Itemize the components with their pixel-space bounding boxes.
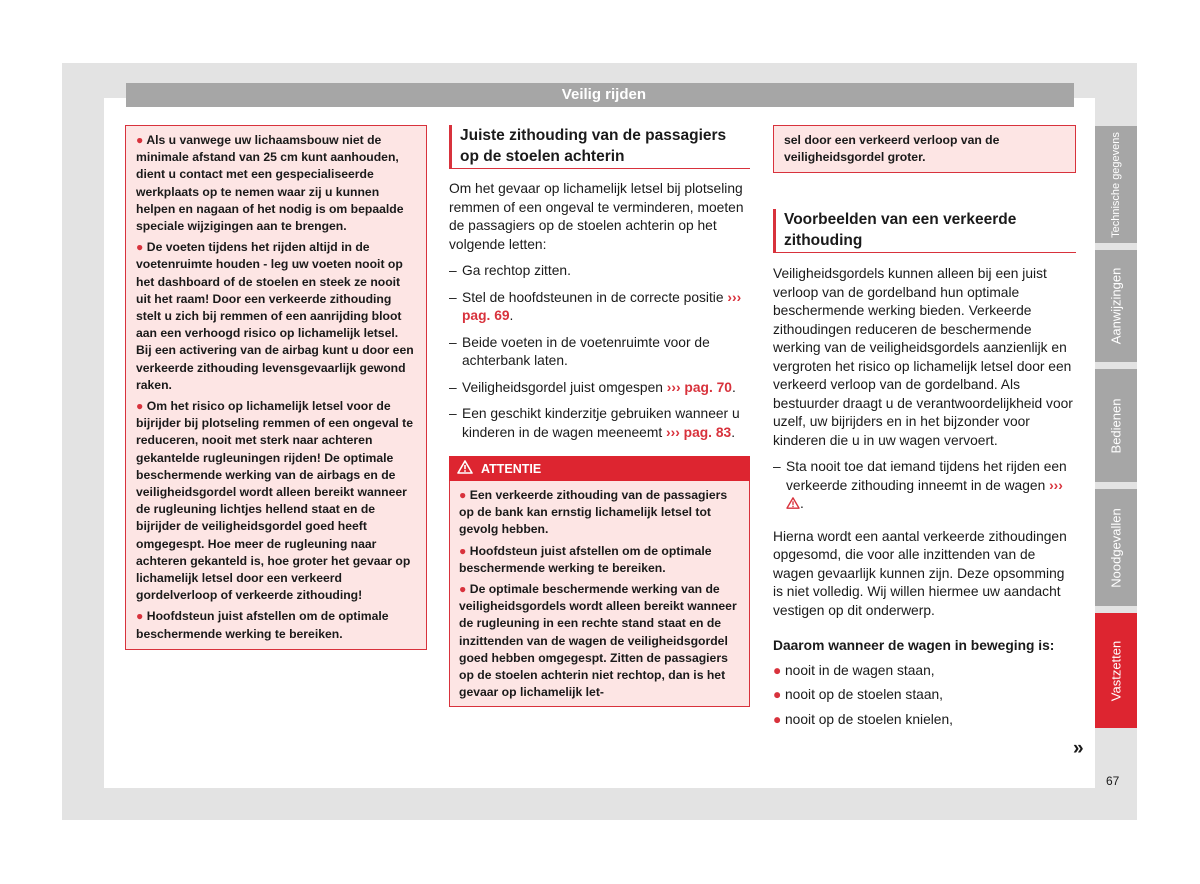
- bullet-icon: ●: [136, 133, 144, 147]
- page-reference-link[interactable]: ››› pag. 83: [666, 424, 732, 440]
- bullet-icon: ●: [459, 488, 467, 502]
- bullet-icon: ●: [773, 711, 782, 727]
- page-reference-link[interactable]: ››› pag. 69: [462, 289, 742, 323]
- warning-continuation: sel door een verkeerd verloop van de veiligheidsgordel groter.: [784, 133, 1000, 165]
- section-title: Veilig rijden: [561, 86, 646, 103]
- page-number: 67: [1106, 774, 1120, 788]
- bullet-icon: ●: [136, 399, 144, 414]
- attentie-item: ● Hoofdsteun juist afstellen om de optimale beschermende werking te bereiken.: [459, 543, 712, 575]
- warning-item: ● Als u vanwege uw lichaamsbouw niet de minimale afstand van 25 cm kunt aanhouden, dient u contact met een gespecialiseerde werkplaats op te nemen waar zij u kunnen helpen en nagaan of het nodig is om bepaalde speciale wijzigingen aan te brengen.: [136, 133, 404, 234]
- attentie-item: ● De optimale beschermende werking van de veiligheidsgordels wordt alleen bereikt wanneer de rugleuning in een rechte stand staat en de inzittenden van de wagen de veiligheidsgordel goed hebben omgegespt. Zitten de passagiers op de stoelen achterin niet rechtop, dan is het gevaar op lichamelijk let-: [459, 582, 737, 700]
- attentie-header: [449, 456, 750, 481]
- tab-aanwijzingen[interactable]: Aanwijzingen: [1095, 250, 1137, 362]
- bullet-icon: ●: [136, 609, 144, 624]
- step-item: – Stel de hoofdsteunen in de correcte positie ››› pag. 69.: [449, 289, 742, 323]
- intro-paragraph: Om het gevaar op lichamelijk letsel bij plotseling remmen of een ongeval te verminderen, moeten de passagiers op de stoelen achterin op het volgende letten:: [449, 181, 744, 252]
- page-reference-link[interactable]: ››› pag. 70: [666, 379, 732, 395]
- step-item: – Ga rechtop zitten.: [449, 263, 571, 278]
- list-item: ● nooit op de stoelen staan,: [773, 687, 944, 703]
- list-item: ● nooit op de stoelen knielen,: [773, 711, 953, 727]
- attentie-item: ● Een verkeerde zithouding van de passagiers op de bank kan ernstig lichamelijk letsel tot gevolg hebben.: [459, 488, 728, 537]
- bullet-icon: ●: [773, 687, 782, 703]
- tab-bedienen[interactable]: Bedienen: [1095, 369, 1137, 482]
- section-heading: Juiste zithouding van de passagiers op de stoelen achterin: [449, 125, 750, 169]
- bullet-icon: ●: [136, 240, 144, 255]
- column-right: [773, 125, 1076, 735]
- step-item: – Veiligheidsgordel juist omgespen ››› pag. 70.: [449, 379, 736, 395]
- attentie-box: [449, 456, 750, 707]
- paragraph: Hierna wordt een aantal verkeerde zithoudingen opgesomd, die voor alle inzittenden van de wagen gevaarlijk kunnen zijn. Deze opsomming is niet volledig. Wij willen hiermee uw aandacht vestigen op dit onderwerp.: [773, 528, 1067, 618]
- column-middle: [449, 125, 750, 707]
- warning-triangle-icon: [457, 460, 473, 477]
- list-item: ● nooit in de wagen staan,: [773, 662, 935, 678]
- subheading: Daarom wanneer de wagen in beweging is:: [773, 638, 1055, 654]
- page-reference-link[interactable]: ›››: [1049, 477, 1063, 493]
- warning-item: ● De voeten tijdens het rijden altijd in de voetenruimte houden - leg uw voeten nooit op het dashboard of de stoelen en steek ze nooit uit het raam! Door een verkeerde zithouding stelt u zich bij remmen of een aanrijding bloot aan een verhoogd risico op lichamelijk letsel. Bij een activering van de airbag kunt u door een verkeerde zithouding levensgevaarlijk gewond raken.: [136, 240, 414, 392]
- bullet-list: [773, 662, 1076, 729]
- section-heading: Voorbeelden van een verkeerde zithouding: [773, 209, 1076, 253]
- bullet-icon: ●: [459, 543, 467, 558]
- step-item: – Sta nooit toe dat iemand tijdens het rijden een verkeerde zithouding inneemt in de wagen ››› .: [773, 459, 1067, 512]
- bullet-icon: ●: [773, 662, 782, 678]
- continue-arrow-icon: »: [1073, 738, 1084, 759]
- attentie-body: [449, 481, 750, 707]
- column-left: [125, 125, 427, 650]
- step-item: – Beide voeten in de voetenruimte voor de achterbank laten.: [449, 334, 710, 368]
- tab-technische-gegevens[interactable]: Technische gegevens: [1095, 126, 1137, 243]
- tab-noodgevallen[interactable]: Noodgevallen: [1095, 489, 1137, 606]
- section-header-bar: [126, 83, 1074, 107]
- tab-vastzetten[interactable]: Vastzetten: [1095, 613, 1137, 728]
- attentie-label: ATTENTIE: [481, 461, 542, 476]
- body-text: [449, 180, 750, 442]
- bullet-icon: ●: [459, 582, 467, 597]
- warning-box: [125, 125, 427, 650]
- body-text: [773, 265, 1076, 729]
- warning-item: ● Om het risico op lichamelijk letsel voor de bijrijder bij plotseling remmen of een ongeval te reduceren, nooit met sterk naar achteren gekantelde rugleuningen rijden! De optimale beschermende werking van de airbags en de veiligheidsgordel wordt alleen bereikt wanneer de rugleuning lichtjes hellend staat en de bijrijder de veiligheidsgordel goed heeft omgegespt. Hoe meer de rugleuning naar achteren gekanteld is, hoe groter het gevaar op lichamelijk letsel door een verkeerd gordelverloop of verkeerde zithouding!: [136, 399, 413, 603]
- step-item: – Een geschikt kinderzitje gebruiken wanneer u kinderen in de wagen meeneemt ››› pag. 83.: [449, 406, 740, 440]
- warning-item: ● Hoofdsteun juist afstellen om de optimale beschermende werking te bereiken.: [136, 609, 389, 641]
- paragraph: Veiligheidsgordels kunnen alleen bij een juist verloop van de gordelband hun optimale beschermende werking bieden. Verkeerde zithoudingen reduceren de beschermende werking van de veiligheidsgordels aanzienlijk en vergroten het risico op lichamelijk letsel door een verkeerd verloop van de gordelband. Als bestuurder draagt u de verantwoordelijkheid voor uzelf, uw bijrijders en in het bijzonder voor kinderen die u in uw wagen vervoert.: [773, 266, 1073, 448]
- warning-box-continued: [773, 125, 1076, 173]
- warning-triangle-icon[interactable]: [786, 496, 800, 511]
